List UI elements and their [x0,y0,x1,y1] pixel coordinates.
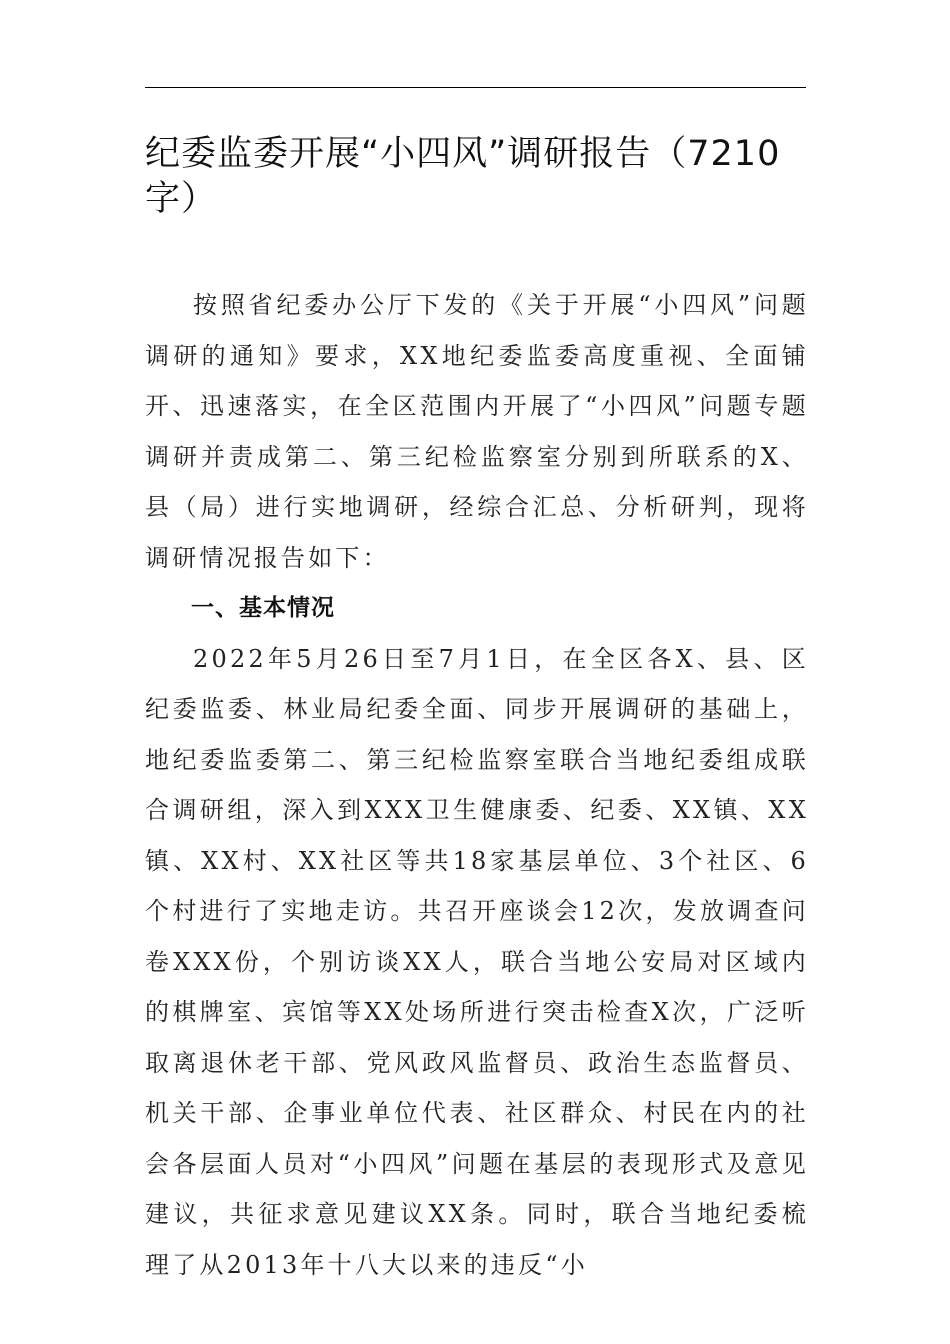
document-title: 纪委监委开展“小四风”调研报告（7210字） [145,134,781,219]
section-heading: 一、基本情况 [191,595,335,621]
section-paragraph: 2022年5月26日至7月1日，在全区各X、县、区纪委监委、林业局纪委全面、同步开展调研的基础上，地纪委监委第二、第三纪检监察室联合当地纪委组成联合调研组，深入到XXX卫生健康委、纪委、XX镇、XX镇、XX村、XX社区等共18家基层单位、3个社区、6个村进行了实地走访。共召开座谈会12次，发放调查问卷XXX份，个别访谈XX人，联合当地公安局对区域内的棋牌室、宾馆等XX处场所进行突击检查X次，广泛听取离退休老干部、党风政风监督员、政治生态监督员、机关干部、企事业单位代表、社区群众、村民在内的社会各层面人员对“小四风”问题在基层的表现形式及意见建议，共征求意见建议XX条。同时，联合当地纪委梳理了从2013年十八大以来的违反“小 [145,644,809,1279]
intro-paragraph: 按照省纪委办公厅下发的《关于开展“小四风”问题调研的通知》要求，XX地纪委监委高度重视、全面铺开、迅速落实，在全区范围内开展了“小四风”问题专题调研并责成第二、第三纪检监察室分别到所联系的X、县（局）进行实地调研，经综合汇总、分析研判，现将调研情况报告如下： [145,291,809,572]
document-body [145,280,809,1290]
header-rule [145,87,806,88]
